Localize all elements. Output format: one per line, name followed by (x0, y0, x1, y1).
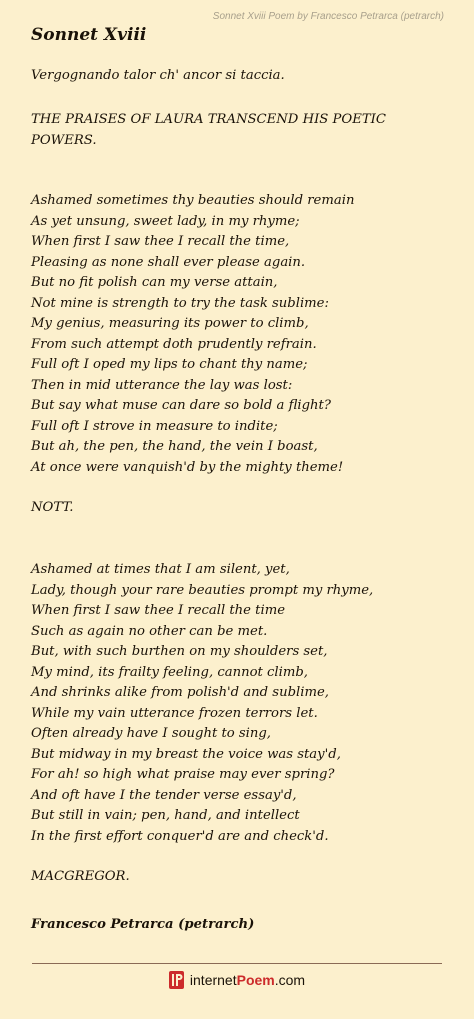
verse-line: Often already have I sought to sing, (31, 726, 271, 741)
verse-line: Ashamed sometimes thy beauties should remain (31, 193, 355, 208)
translator-name: MACGREGOR. (31, 869, 130, 884)
verse-line: And shrinks alike from polish'd and sublime, (31, 685, 329, 700)
logo-part-com: .com (274, 972, 306, 988)
logo-part-internet: internet (189, 972, 237, 988)
verse-line: But say what muse can dare so bold a flight? (31, 398, 331, 413)
verse-line: When first I saw thee I recall the time (31, 603, 286, 618)
verse-line: But ah, the pen, the hand, the vein I boast, (31, 439, 318, 454)
verse-line: But no fit polish can my verse attain, (31, 275, 278, 290)
translator-nott (31, 498, 451, 519)
epigraph (31, 66, 451, 87)
verse-line: At once were vanquish'd by the mighty theme! (31, 459, 344, 475)
verse-line: As yet unsung, sweet lady, in my rhyme; (31, 213, 300, 229)
stanza-macgregor (31, 560, 451, 847)
verse-line: But, with such burthen on my shoulders set, (31, 644, 328, 659)
verse-line: Pleasing as none shall ever please again. (31, 254, 306, 270)
footer-divider (32, 963, 442, 964)
verse-line: Lady, though your rare beauties prompt my rhyme, (31, 582, 374, 598)
heading-line: THE PRAISES OF LAURA TRANSCEND HIS POETIC (31, 112, 386, 127)
verse-line: Ashamed at times that I am silent, yet, (31, 562, 290, 577)
stanza-nott (31, 191, 451, 478)
verse-line: Not mine is strength to try the task sublime: (31, 295, 329, 311)
verse-line: From such attempt doth prudently refrain. (31, 336, 317, 352)
poem-heading (31, 110, 451, 151)
verse-line: Such as again no other can be met. (31, 623, 268, 639)
ip-logo-icon (169, 971, 184, 989)
verse-line: Then in mid utterance the lay was lost: (31, 377, 293, 393)
verse-line: When first I saw thee I recall the time, (31, 234, 290, 249)
heading-line: POWERS. (31, 132, 97, 148)
translator-name: NOTT. (31, 500, 74, 515)
verse-line: My mind, its frailty feeling, cannot climb, (31, 664, 308, 680)
logo-wordmark (190, 972, 305, 988)
author-link[interactable]: Francesco Petrarca (petrarch) (31, 917, 255, 932)
internetpoem-logo[interactable] (0, 971, 474, 989)
verse-line: While my vain utterance frozen terrors let. (31, 705, 318, 721)
verse-line: Full oft I strove in measure to indite; (31, 418, 278, 434)
translator-macgregor (31, 867, 451, 888)
verse-line: But midway in my breast the voice was stay'd, (31, 746, 341, 762)
poem-title: Sonnet Xviii (31, 25, 147, 45)
header-credit: Sonnet Xviii Poem by Francesco Petrarca (petrarch) (212, 11, 444, 22)
epigraph-line: Vergognando talor ch' ancor si taccia. (31, 68, 285, 83)
verse-line: My genius, measuring its power to climb, (31, 316, 309, 331)
logo-part-poem: Poem (236, 972, 275, 988)
verse-line: Full oft I oped my lips to chant thy name; (31, 357, 308, 372)
verse-line: And oft have I the tender verse essay'd, (31, 787, 297, 803)
verse-line: In the first effort conquer'd are and check'd. (31, 828, 329, 844)
verse-line: For ah! so high what praise may ever spring? (31, 767, 335, 782)
verse-line: But still in vain; pen, hand, and intellect (31, 808, 300, 823)
